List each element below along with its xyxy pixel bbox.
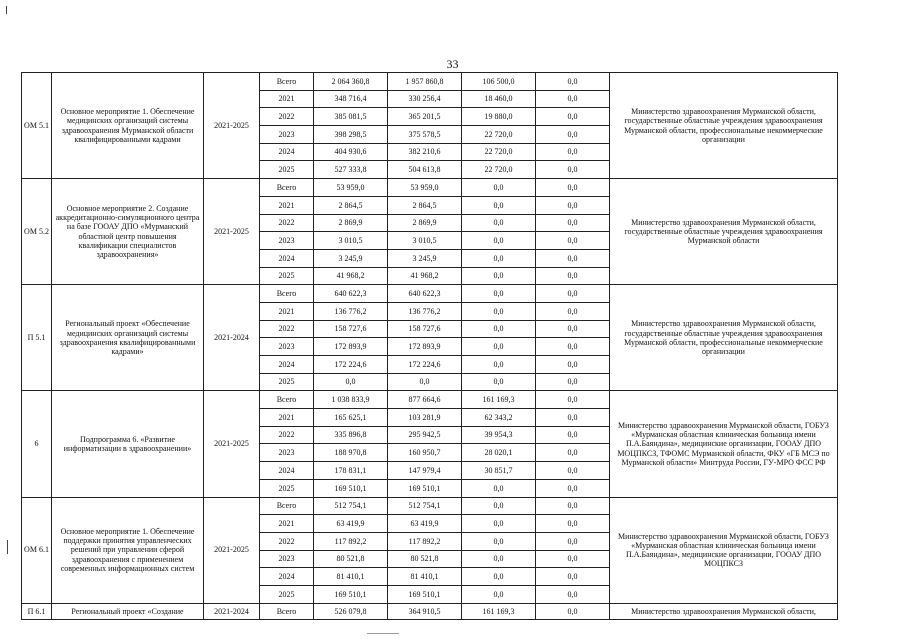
regional-budget-cell: 169 510,1 [388,479,462,497]
federal-budget-cell: 22 720,0 [462,161,536,179]
year-cell: 2022 [260,108,314,126]
total-cell: 169 510,1 [314,479,388,497]
total-cell: 640 622,3 [314,285,388,303]
table-row [22,285,838,303]
total-cell: 398 298,5 [314,126,388,144]
measure-executors: Министерство здравоохранения Мурманской области, ГОБУЗ «Мурманская областная клиническая больница имени П.А.Баяндина», медицинские организации, ГООАУ ДПО МОЦПКСЗ [610,497,838,603]
regional-budget-cell: 3 245,9 [388,249,462,267]
federal-budget-cell: 0,0 [462,196,536,214]
total-cell: 172 224,6 [314,356,388,374]
total-cell: 136 776,2 [314,302,388,320]
total-cell: 81 410,1 [314,568,388,586]
year-cell: Всего [260,73,314,91]
other-sources-cell: 0,0 [536,444,610,462]
measure-period: 2021-2025 [204,179,260,285]
measure-code: ОМ 5.2 [22,179,52,285]
federal-budget-cell: 39 954,3 [462,426,536,444]
regional-budget-cell: 375 578,5 [388,126,462,144]
total-cell: 0,0 [314,373,388,391]
federal-budget-cell: 161 169,3 [462,603,536,619]
total-cell: 117 892,2 [314,532,388,550]
year-cell: 2025 [260,479,314,497]
other-sources-cell: 0,0 [536,356,610,374]
measure-code: ОМ 5.1 [22,73,52,179]
year-cell: Всего [260,391,314,409]
regional-budget-cell: 160 950,7 [388,444,462,462]
regional-budget-cell: 81 410,1 [388,568,462,586]
federal-budget-cell: 28 020,1 [462,444,536,462]
regional-budget-cell: 63 419,9 [388,515,462,533]
measure-executors: Министерство здравоохранения Мурманской области, государственные областные учреждения здравоохранения Мурманской области, профессиональные некоммерческие организации [610,73,838,179]
year-cell: 2023 [260,126,314,144]
federal-budget-cell: 22 720,0 [462,143,536,161]
total-cell: 526 079,8 [314,603,388,619]
federal-budget-cell: 0,0 [462,249,536,267]
regional-budget-cell: 136 776,2 [388,302,462,320]
federal-budget-cell: 0,0 [462,232,536,250]
other-sources-cell: 0,0 [536,550,610,568]
total-cell: 41 968,2 [314,267,388,285]
other-sources-cell: 0,0 [536,285,610,303]
measure-code: П 5.1 [22,285,52,391]
other-sources-cell: 0,0 [536,391,610,409]
regional-budget-cell: 512 754,1 [388,497,462,515]
total-cell: 63 419,9 [314,515,388,533]
other-sources-cell: 0,0 [536,409,610,427]
federal-budget-cell: 0,0 [462,585,536,603]
year-cell: 2021 [260,409,314,427]
federal-budget-cell: 0,0 [462,568,536,586]
year-cell: Всего [260,179,314,197]
year-cell: 2023 [260,550,314,568]
regional-budget-cell: 2 869,9 [388,214,462,232]
federal-budget-cell: 106 500,0 [462,73,536,91]
year-cell: 2023 [260,232,314,250]
federal-budget-cell: 19 880,0 [462,108,536,126]
total-cell: 3 245,9 [314,249,388,267]
program-table [21,72,838,620]
total-cell: 178 831,1 [314,462,388,480]
federal-budget-cell: 0,0 [462,267,536,285]
other-sources-cell: 0,0 [536,585,610,603]
total-cell: 3 010,5 [314,232,388,250]
table-row [22,73,838,91]
other-sources-cell: 0,0 [536,532,610,550]
other-sources-cell: 0,0 [536,161,610,179]
federal-budget-cell: 0,0 [462,338,536,356]
federal-budget-cell: 0,0 [462,302,536,320]
measure-period: 2021-2025 [204,497,260,603]
other-sources-cell: 0,0 [536,73,610,91]
total-cell: 348 716,4 [314,90,388,108]
measure-period: 2021-2025 [204,391,260,497]
year-cell: Всего [260,285,314,303]
regional-budget-cell: 640 622,3 [388,285,462,303]
other-sources-cell: 0,0 [536,196,610,214]
regional-budget-cell: 158 727,6 [388,320,462,338]
total-cell: 158 727,6 [314,320,388,338]
total-cell: 1 038 833,9 [314,391,388,409]
regional-budget-cell: 504 613,8 [388,161,462,179]
federal-budget-cell: 0,0 [462,550,536,568]
total-cell: 53 959,0 [314,179,388,197]
measure-executors: Министерство здравоохранения Мурманской области, государственные областные учреждения здравоохранения Мурманской области, профессиональные некоммерческие организации [610,285,838,391]
regional-budget-cell: 0,0 [388,373,462,391]
measure-name: Основное мероприятие 1. Обеспечение поддержки принятия управленческих решений при управлении сферой здравоохранения с применением современных информационных систем [52,497,204,603]
year-cell: 2024 [260,462,314,480]
federal-budget-cell: 30 851,7 [462,462,536,480]
federal-budget-cell: 0,0 [462,285,536,303]
year-cell: 2025 [260,585,314,603]
total-cell: 335 896,8 [314,426,388,444]
regional-budget-cell: 295 942,5 [388,426,462,444]
year-cell: 2021 [260,302,314,320]
year-cell: 2025 [260,373,314,391]
other-sources-cell: 0,0 [536,426,610,444]
regional-budget-cell: 80 521,8 [388,550,462,568]
other-sources-cell: 0,0 [536,320,610,338]
regional-budget-cell: 364 910,5 [388,603,462,619]
table-row [22,391,838,409]
table-row [22,179,838,197]
regional-budget-cell: 3 010,5 [388,232,462,250]
regional-budget-cell: 117 892,2 [388,532,462,550]
other-sources-cell: 0,0 [536,462,610,480]
federal-budget-cell: 0,0 [462,497,536,515]
federal-budget-cell: 0,0 [462,532,536,550]
total-cell: 172 893,9 [314,338,388,356]
measure-executors: Министерство здравоохранения Мурманской области, государственные областные учреждения здравоохранения Мурманской области [610,179,838,285]
year-cell: 2022 [260,426,314,444]
federal-budget-cell: 161 169,3 [462,391,536,409]
measure-period: 2021-2025 [204,73,260,179]
total-cell: 2 064 360,8 [314,73,388,91]
federal-budget-cell: 18 460,0 [462,90,536,108]
year-cell: Всего [260,497,314,515]
regional-budget-cell: 2 864,5 [388,196,462,214]
other-sources-cell: 0,0 [536,179,610,197]
other-sources-cell: 0,0 [536,126,610,144]
total-cell: 165 625,1 [314,409,388,427]
regional-budget-cell: 365 201,5 [388,108,462,126]
regional-budget-cell: 169 510,1 [388,585,462,603]
regional-budget-cell: 330 256,4 [388,90,462,108]
federal-budget-cell: 0,0 [462,515,536,533]
federal-budget-cell: 0,0 [462,179,536,197]
regional-budget-cell: 172 224,6 [388,356,462,374]
measure-executors: Министерство здравоохранения Мурманской области, ГОБУЗ «Мурманская областная клиническая больница имени П.А.Баяндина», медицинские организации, ГООАУ ДПО МОЦПКСЗ, ТФОМС Мурманской области, ФКУ «ГБ МСЭ по Мурманской области» Минтруда России, ГУ-МРО ФСС РФ [610,391,838,497]
year-cell: 2025 [260,161,314,179]
year-cell: Всего [260,603,314,619]
other-sources-cell: 0,0 [536,603,610,619]
year-cell: 2022 [260,214,314,232]
measure-code: 6 [22,391,52,497]
total-cell: 80 521,8 [314,550,388,568]
table-row [22,497,838,515]
federal-budget-cell: 62 343,2 [462,409,536,427]
measure-name: Основное мероприятие 1. Обеспечение медицинских организаций системы здравоохранения Мурманской области квалифицированными кадрами [52,73,204,179]
federal-budget-cell: 22 720,0 [462,126,536,144]
federal-budget-cell: 0,0 [462,214,536,232]
year-cell: 2021 [260,196,314,214]
other-sources-cell: 0,0 [536,249,610,267]
year-cell: 2024 [260,249,314,267]
year-cell: 2024 [260,568,314,586]
other-sources-cell: 0,0 [536,479,610,497]
year-cell: 2021 [260,90,314,108]
measure-period: 2021-2024 [204,603,260,619]
other-sources-cell: 0,0 [536,302,610,320]
year-cell: 2024 [260,356,314,374]
measure-name: Региональный проект «Обеспечение медицинских организаций системы здравоохранения квалифицированными кадрами» [52,285,204,391]
other-sources-cell: 0,0 [536,373,610,391]
regional-budget-cell: 103 281,9 [388,409,462,427]
regional-budget-cell: 53 959,0 [388,179,462,197]
other-sources-cell: 0,0 [536,143,610,161]
year-cell: 2022 [260,320,314,338]
table-row [22,603,838,619]
footer-line [367,633,399,634]
federal-budget-cell: 0,0 [462,356,536,374]
other-sources-cell: 0,0 [536,267,610,285]
scan-mark [6,6,7,14]
year-cell: 2022 [260,532,314,550]
regional-budget-cell: 147 979,4 [388,462,462,480]
federal-budget-cell: 0,0 [462,373,536,391]
total-cell: 512 754,1 [314,497,388,515]
regional-budget-cell: 877 664,6 [388,391,462,409]
other-sources-cell: 0,0 [536,214,610,232]
year-cell: 2023 [260,338,314,356]
total-cell: 188 970,8 [314,444,388,462]
measure-code: П 6.1 [22,603,52,619]
year-cell: 2025 [260,267,314,285]
regional-budget-cell: 172 893,9 [388,338,462,356]
regional-budget-cell: 382 210,6 [388,143,462,161]
federal-budget-cell: 0,0 [462,479,536,497]
other-sources-cell: 0,0 [536,232,610,250]
other-sources-cell: 0,0 [536,108,610,126]
year-cell: 2021 [260,515,314,533]
total-cell: 2 864,5 [314,196,388,214]
total-cell: 169 510,1 [314,585,388,603]
total-cell: 385 081,5 [314,108,388,126]
regional-budget-cell: 41 968,2 [388,267,462,285]
total-cell: 2 869,9 [314,214,388,232]
total-cell: 404 930,6 [314,143,388,161]
year-cell: 2023 [260,444,314,462]
scan-mark [7,540,8,554]
other-sources-cell: 0,0 [536,515,610,533]
regional-budget-cell: 1 957 860,8 [388,73,462,91]
measure-name: Региональный проект «Создание [52,603,204,619]
other-sources-cell: 0,0 [536,568,610,586]
measure-name: Основное мероприятие 2. Создание аккредитационно-симуляционного центра на базе ГООАУ ДПО «Мурманский областной центр повышения квалификации специалистов здравоохранения» [52,179,204,285]
measure-executors: Министерство здравоохранения Мурманской области, [610,603,838,619]
other-sources-cell: 0,0 [536,497,610,515]
page-number: 33 [446,57,459,71]
other-sources-cell: 0,0 [536,90,610,108]
measure-period: 2021-2024 [204,285,260,391]
measure-code: ОМ 6.1 [22,497,52,603]
federal-budget-cell: 0,0 [462,320,536,338]
measure-name: Подпрограмма 6. «Развитие информатизации в здравоохранении» [52,391,204,497]
total-cell: 527 333,8 [314,161,388,179]
year-cell: 2024 [260,143,314,161]
other-sources-cell: 0,0 [536,338,610,356]
